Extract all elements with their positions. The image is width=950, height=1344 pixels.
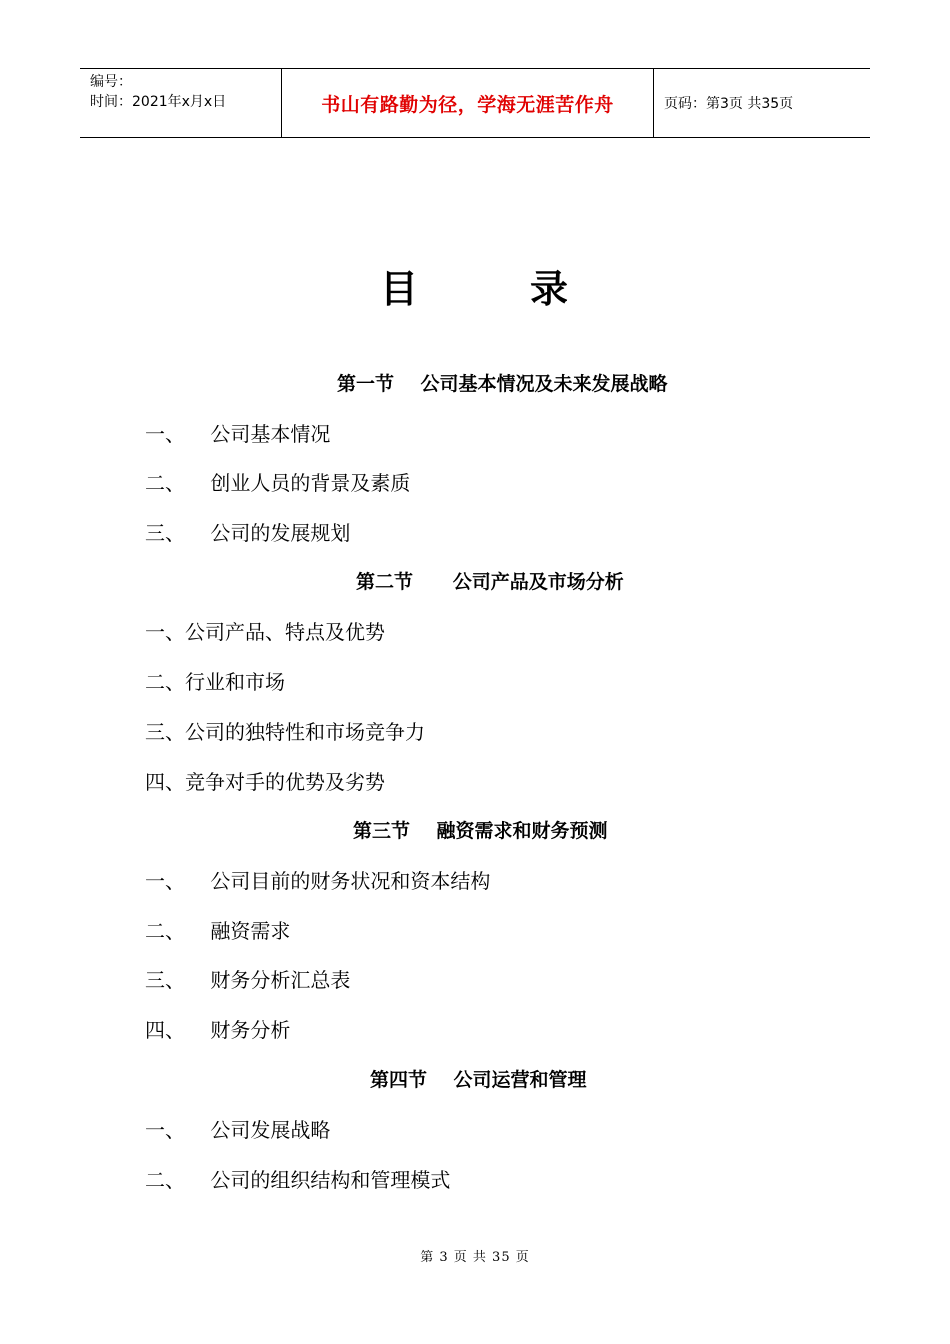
toc-item[interactable]: 三、 财务分析汇总表	[145, 968, 351, 992]
toc-item[interactable]: 一、 公司基本情况	[145, 422, 331, 446]
title-char-2: 录	[530, 267, 571, 311]
toc-item[interactable]: 四、 财务分析	[145, 1018, 291, 1042]
toc-item[interactable]: 一、公司产品、特点及优势	[145, 620, 385, 644]
toc-item[interactable]: 二、 创业人员的背景及素质	[145, 471, 411, 495]
serial-label: 编号：	[90, 74, 132, 90]
document-title	[0, 258, 950, 313]
toc-section-3[interactable]: 第三节 融资需求和财务预测	[353, 820, 608, 842]
header-page-info: 页码：第3页 共35页	[664, 96, 794, 112]
toc-item[interactable]: 一、 公司目前的财务状况和资本结构	[145, 869, 491, 893]
toc-item[interactable]: 二、 公司的组织结构和管理模式	[145, 1168, 451, 1192]
toc-section-4[interactable]: 第四节 公司运营和管理	[370, 1069, 587, 1091]
header-motto: 书山有路勤为径，学海无涯苦作舟	[282, 69, 654, 137]
toc-item[interactable]: 二、行业和市场	[145, 670, 285, 694]
time-label: 时间：2021年x月x日	[90, 94, 227, 110]
header-meta	[80, 69, 282, 137]
toc-item[interactable]: 三、 公司的发展规划	[145, 521, 351, 545]
toc-item[interactable]: 二、 融资需求	[145, 919, 291, 943]
title-char-1: 目	[379, 267, 420, 311]
toc-section-2[interactable]: 第二节 公司产品及市场分析	[356, 571, 624, 593]
toc-item[interactable]: 三、公司的独特性和市场竞争力	[145, 720, 425, 744]
page-footer: 第 3 页 共 35 页	[420, 1250, 530, 1265]
toc-item[interactable]: 四、竞争对手的优势及劣势	[145, 770, 385, 794]
toc-item[interactable]: 一、 公司发展战略	[145, 1118, 331, 1142]
toc-section-1[interactable]: 第一节 公司基本情况及未来发展战略	[337, 373, 668, 395]
page-header	[80, 68, 870, 138]
